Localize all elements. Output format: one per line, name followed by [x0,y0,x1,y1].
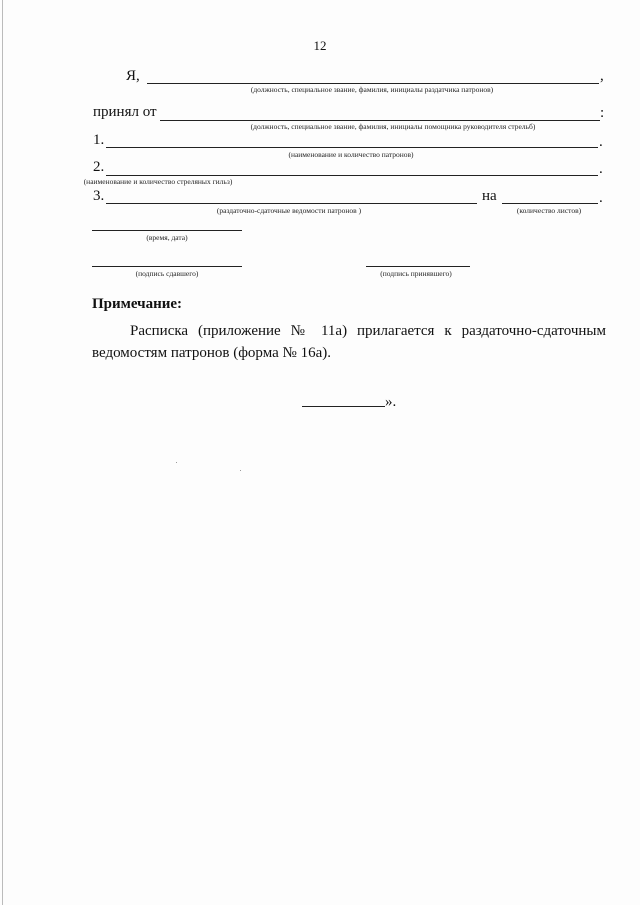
row4-line [106,175,598,176]
row5-prefix: 3. [93,188,105,204]
row5-line-right [502,203,598,204]
time-caption: (время, дата) [146,233,188,242]
row2-suffix: : [600,105,605,121]
scan-edge [2,0,3,905]
row2-caption: (должность, специальное звание, фамилия, инициалы помощника руководителя стрельб) [250,122,536,131]
row1-line [147,83,599,84]
row5-caption-right: (количество листов) [516,206,582,215]
row3-caption: (наименование и количество патронов) [288,150,414,159]
row3-line [106,147,598,148]
note-body: Расписка (приложение № 11а) прилагается к раздаточно-сдаточным ведомостям патронов (форма № 16а). [92,323,606,361]
scan-speck [176,462,177,463]
scan-speck [240,470,241,471]
row2-prefix: принял от [93,104,157,120]
row3-suffix: . [599,134,603,150]
note-title: Примечание: [92,296,183,312]
row1-prefix: Я, [126,68,140,84]
row4-prefix: 2. [93,159,105,175]
sign-left-caption: (подпись сдавшего) [135,269,199,278]
row1-suffix: , [600,68,604,84]
row2-line [160,120,600,121]
sign-right-caption: (подпись принявшего) [380,269,452,278]
row1-caption: (должность, специальное звание, фамилия, инициалы раздатчика патронов) [250,85,494,94]
row4-suffix: . [599,161,603,177]
closing-mark: ». [385,394,397,410]
row5-suffix: . [599,190,603,206]
row5-line-left [106,203,477,204]
row5-caption-left: (раздаточно-сдаточные ведомости патронов ) [216,206,362,215]
closing-line [302,406,385,407]
row5-middle: на [482,188,497,204]
sign-right-line [366,266,470,267]
sign-left-line [92,266,242,267]
row4-caption: (наименование и количество стреляных гильз) [83,177,233,186]
row3-prefix: 1. [93,132,105,148]
page-number: 12 [313,38,327,53]
time-line [92,230,242,231]
